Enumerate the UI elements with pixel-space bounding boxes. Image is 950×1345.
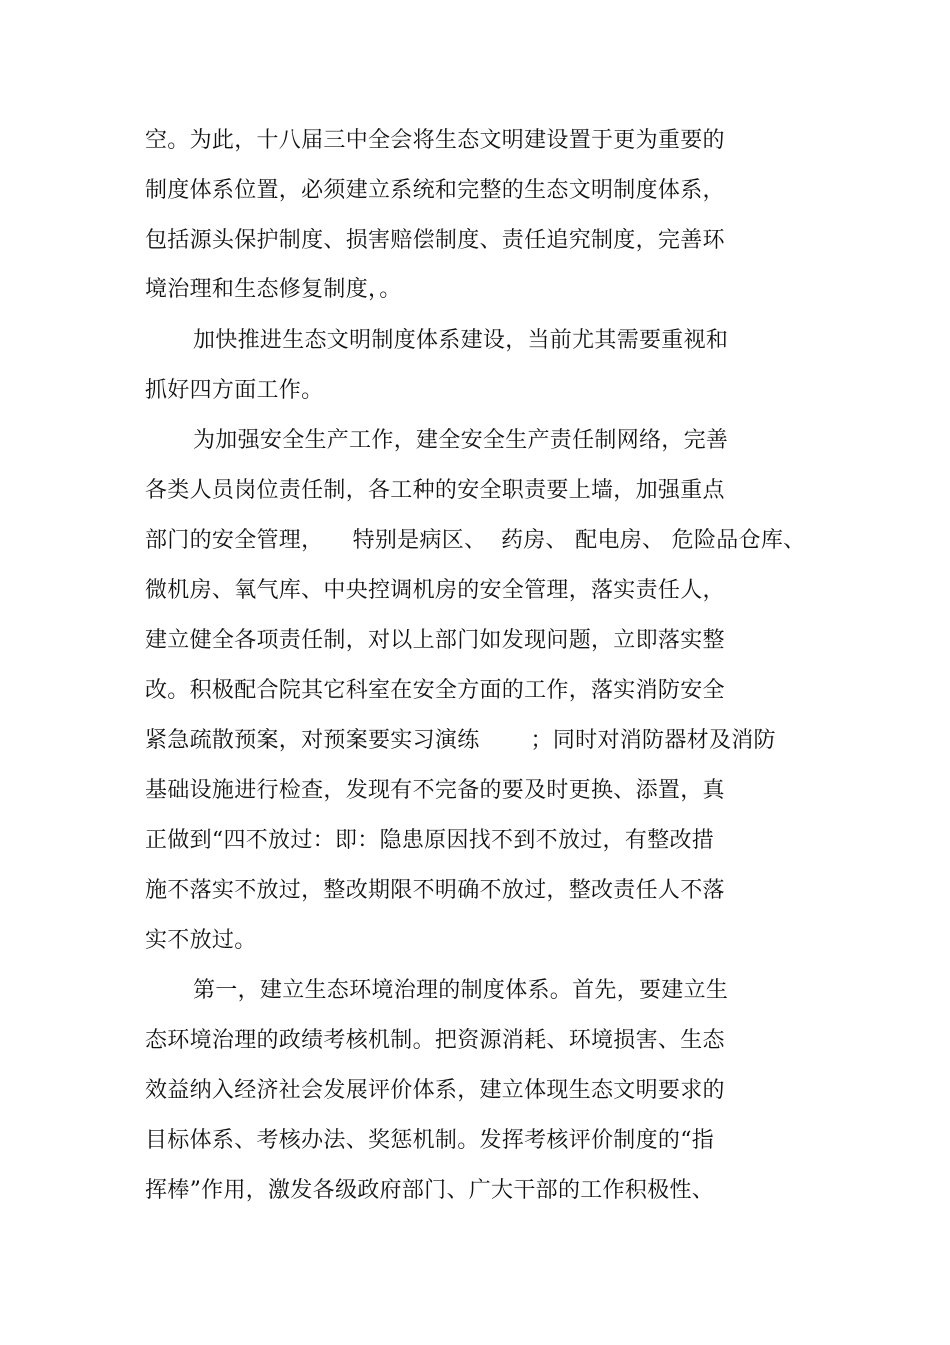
- paragraph-first-line: 为加强安全生产工作，建全安全生产责任制网络，完善: [193, 428, 729, 453]
- text-line: 态环境治理的政绩考核机制。把资源消耗、环境损害、生态: [145, 1028, 725, 1053]
- text-line: 包括源头保护制度、损害赔偿制度、责任追究制度，完善环: [145, 228, 725, 253]
- text-line: 改。积极配合院其它科室在安全方面的工作，落实消防安全: [145, 678, 725, 703]
- text-line: 基础设施进行检查，发现有不完备的要及时更换、添置，真: [145, 778, 725, 803]
- text-line: 挥棒”作用，激发各级政府部门、广大干部的工作积极性、: [145, 1178, 715, 1203]
- text-line: 建立健全各项责任制，对以上部门如发现问题，立即落实整: [145, 628, 725, 653]
- text-line: 目标体系、考核办法、奖惩机制。发挥考核评价制度的“指: [145, 1128, 715, 1153]
- text-line: 抓好四方面工作。: [145, 378, 324, 403]
- text-line: 实不放过。: [145, 928, 257, 953]
- paragraph-first-line: 加快推进生态文明制度体系建设，当前尤其需要重视和: [193, 328, 729, 353]
- paragraph-first-line: 第一，建立生态环境治理的制度体系。首先，要建立生: [193, 978, 729, 1003]
- text-line: 效益纳入经济社会发展评价体系，建立体现生态文明要求的: [145, 1078, 725, 1103]
- text-line: 境治理和生态修复制度，。: [145, 277, 402, 302]
- text-line: 各类人员岗位责任制，各工种的安全职责要上墙，加强重点: [145, 478, 725, 503]
- text-line: 正做到“四不放过：即：隐患原因找不到不放过，有整改措: [145, 828, 715, 853]
- text-line: 部门的安全管理， 特别是病区、 药房、 配电房、 危险品仓库、: [145, 528, 806, 553]
- text-line: 微机房、氧气库、中央控调机房的安全管理，落实责任人，: [145, 578, 725, 603]
- text-line: 制度体系位置，必须建立系统和完整的生态文明制度体系，: [145, 178, 725, 203]
- text-line: 紧急疏散预案，对预案要实习演练 ；同时对消防器材及消防: [145, 728, 776, 753]
- text-line: 空。为此，十八届三中全会将生态文明建设置于更为重要的: [145, 128, 725, 153]
- text-line: 施不落实不放过，整改期限不明确不放过，整改责任人不落: [145, 878, 725, 903]
